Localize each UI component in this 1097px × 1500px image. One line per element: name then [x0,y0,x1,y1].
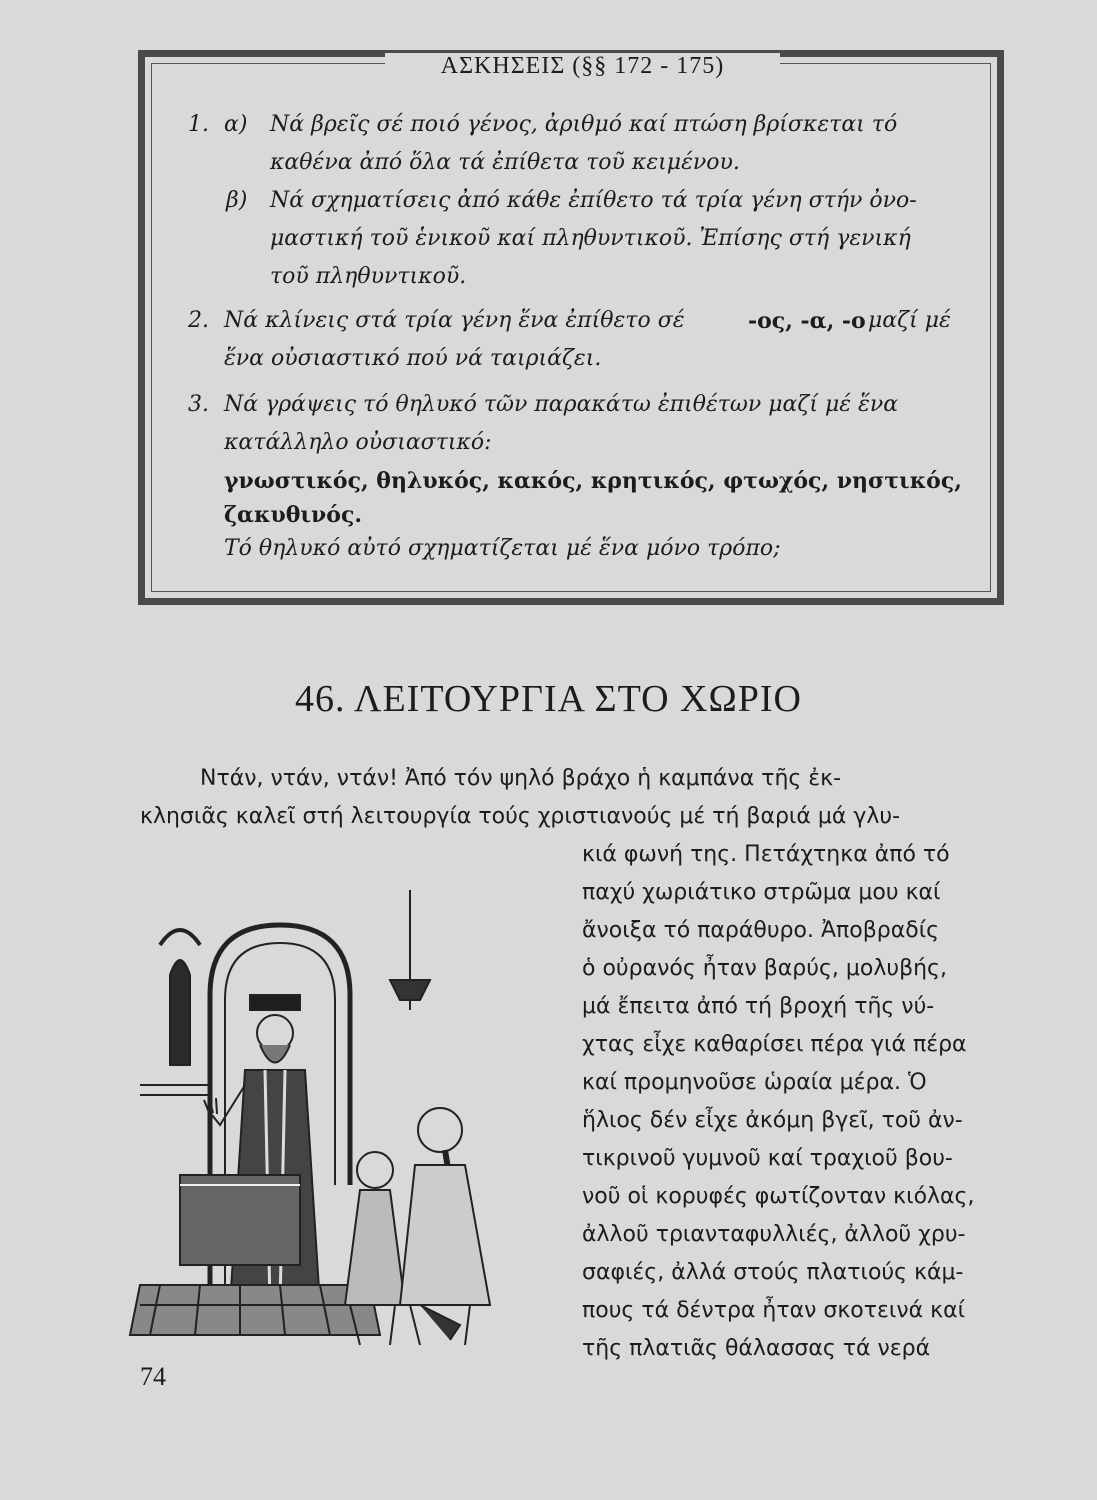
exercise-3-question: Τό θηλυκό αὐτό σχηματίζεται μέ ἕνα μόνο τρόπο; [224,536,781,561]
lesson-line: ὁ οὐρανός ἦταν βαρύς, μολυβής, [582,956,947,981]
exercise-3-line-2: κατάλληλο οὐσιαστικό: [224,430,492,455]
exercises-title: ΑΣΚΗΣΕΙΣ (§§ 172 - 175) [385,53,780,80]
exercise-1b-line-1: Νά σχηματίσεις ἀπό κάθε ἐπίθετο τά τρία γένη στήν ὀνο- [270,188,917,213]
lesson-line: πους τά δέντρα ἦταν σκοτεινά καί [582,1298,966,1323]
church-liturgy-illustration [120,885,540,1345]
exercise-2-line-2: ἕνα οὐσιαστικό πού νά ταιριάζει. [224,346,602,371]
exercise-2-endings: -ος, -α, -ο [748,308,866,334]
exercise-2-line-1a: Νά κλίνεις στά τρία γένη ἕνα ἐπίθετο σέ [224,308,685,333]
lesson-line: ἀλλοῦ τριανταφυλλιές, ἀλλοῦ χρυ- [582,1222,966,1247]
lesson-line: τῆς πλατιᾶς θάλασσας τά νερά [582,1336,931,1361]
lesson-line: καί προμηνοῦσε ὡραία μέρα. Ὁ [582,1070,927,1095]
lesson-line: κιά φωνή της. Πετάχτηκα ἀπό τό [582,842,950,867]
lesson-line: σαφιές, ἀλλά στούς πλατιούς κάμ- [582,1260,964,1285]
exercise-1a-line-1: Νά βρεῖς σέ ποιό γένος, ἀριθμό καί πτώση βρίσκεται τό [270,112,898,137]
exercise-1a-label: α) [224,112,248,137]
lesson-line: μά ἔπειτα ἀπό τή βροχή τῆς νύ- [582,994,935,1019]
exercise-3-words-line-1: γνωστικός, θηλυκός, κακός, κρητικός, φτωχός, νηστικός, [224,468,962,494]
exercise-1b-label: β) [226,188,248,213]
exercise-1b-line-3: τοῦ πληθυντικοῦ. [270,264,467,289]
exercise-3-words-line-2: ζακυθινός. [224,502,363,528]
page-number: 74 [140,1362,166,1391]
exercise-2-line-1b: μαζί μέ [868,308,951,333]
lesson-line: ἥλιος δέν εἶχε ἀκόμη βγεῖ, τοῦ ἀν- [582,1108,963,1133]
lesson-line: Ντάν, ντάν, ντάν! Ἀπό τόν ψηλό βράχο ἡ καμπάνα τῆς ἐκ- [200,766,842,791]
lesson-line: ἄνοιξα τό παράθυρο. Ἀποβραδίς [582,918,940,943]
lesson-line: χτας εἶχε καθαρίσει πέρα γιά πέρα [582,1032,967,1057]
lesson-line: τικρινοῦ γυμνοῦ καί τραχιοῦ βου- [582,1146,953,1171]
exercise-3-line-1: Νά γράψεις τό θηλυκό τῶν παρακάτω ἐπιθέτων μαζί μέ ἕνα [224,392,899,417]
lesson-title: 46. ΛΕΙΤΟΥΡΓΙΑ ΣΤΟ ΧΩΡΙΟ [295,678,802,720]
exercise-1-number: 1. [188,112,209,137]
exercise-3-number: 3. [188,392,209,417]
exercise-1a-line-2: καθένα ἀπό ὅλα τά ἐπίθετα τοῦ κειμένου. [270,150,740,175]
exercise-1b-line-2: μαστική τοῦ ἑνικοῦ καί πληθυντικοῦ. Ἐπίσης στή γενική [270,226,911,251]
exercise-2-number: 2. [188,308,209,333]
lesson-line: νοῦ οἱ κορυφές φωτίζονταν κιόλας, [582,1184,975,1209]
lesson-line: παχύ χωριάτικο στρῶμα μου καί [582,880,941,905]
lesson-line: κλησιᾶς καλεῖ στή λειτουργία τούς χριστιανούς μέ τή βαριά μά γλυ- [140,804,901,829]
